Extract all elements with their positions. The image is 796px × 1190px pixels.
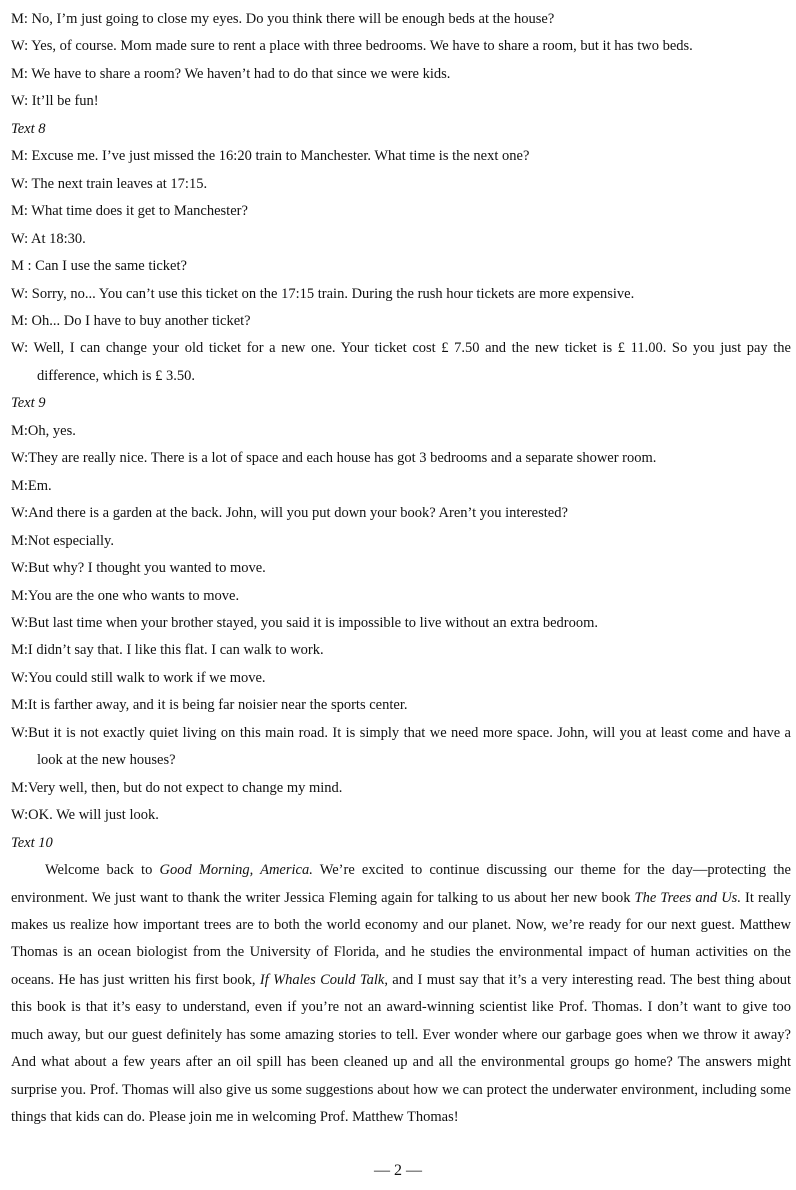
dialogue-line: M:Very well, then, but do not expect to change my mind.: [11, 779, 343, 796]
dialogue-line: W: At 18:30.: [11, 230, 86, 247]
dialogue-line: W:But last time when your brother stayed, you said it is impossible to live without an extra bedroom.: [11, 614, 599, 631]
dialogue-line: W: Sorry, no... You can’t use this ticket on the 17:15 train. During the rush hour tickets are more expensive.: [11, 285, 635, 302]
dialogue-line: M: Oh... Do I have to buy another ticket?: [11, 312, 251, 329]
book-title: The Trees and Us.: [634, 889, 741, 906]
dialogue-line: M: What time does it get to Manchester?: [11, 203, 248, 220]
section-heading-text-10: Text 10: [11, 834, 53, 851]
dialogue-line: M: Excuse me. I’ve just missed the 16:20 train to Manchester. What time is the next one?: [11, 148, 530, 165]
dialogue-line: M:Em.: [11, 477, 52, 494]
show-title: Good Morning, America.: [159, 862, 313, 879]
dialogue-line: W: Yes, of course. Mom made sure to rent a place with three bedrooms. We have to share a room, but it has two beds.: [11, 38, 693, 55]
book-title: If Whales Could Talk: [259, 971, 385, 988]
transcript-body: [11, 6, 791, 1132]
dialogue-line: W:They are really nice. There is a lot of space and each house has got 3 bedrooms and a separate shower room.: [11, 450, 657, 467]
dialogue-line: M:I didn’t say that. I like this flat. I can walk to work.: [11, 642, 324, 659]
page-number: — 2 —: [374, 1162, 422, 1179]
dialogue-line: M:You are the one who wants to move.: [11, 587, 240, 604]
paragraph-text: We’re excited to continue discussing our theme for the day—protecting the environment. We just want to thank the writer Jessica Fleming again for talking to us about her new book: [11, 862, 791, 906]
dialogue-line: M: We have to share a room? We haven’t had to do that since we were kids.: [11, 65, 451, 82]
dialogue-line: M: No, I’m just going to close my eyes. Do you think there will be enough beds at the house?: [11, 11, 555, 27]
dialogue-line: W: It’ll be fun!: [11, 93, 99, 110]
dialogue-line: W: The next train leaves at 17:15.: [11, 175, 208, 192]
dialogue-line: W:You could still walk to work if we move.: [11, 669, 266, 686]
section-heading-text-8: Text 8: [11, 120, 46, 137]
dialogue-line: M : Can I use the same ticket?: [11, 258, 187, 275]
section-heading-text-9: Text 9: [11, 395, 46, 412]
dialogue-line: W:But it is not exactly quiet living on this main road. It is simply that we need more space. John, will you at least come and have a look at the new houses?: [11, 724, 791, 769]
paragraph-text: It really makes us realize how important trees are to both the world economy and our planet. Now, we’re ready for our next guest. Matthew Thomas is an ocean biologist from the University of Florida, and he studies the environmental impact of human activities on the oceans. He has just written his first book,: [11, 889, 792, 988]
paragraph-text: Welcome back to: [45, 862, 160, 879]
dialogue-line: M:Not especially.: [11, 532, 114, 549]
dialogue-line: M:It is farther away, and it is being far noisier near the sports center.: [11, 697, 408, 714]
dialogue-line: W:And there is a garden at the back. John, will you put down your book? Aren’t you interested?: [11, 505, 568, 522]
dialogue-line: M:Oh, yes.: [11, 422, 76, 439]
monologue-paragraph: [11, 857, 791, 1132]
dialogue-line: W: Well, I can change your old ticket for a new one. Your ticket cost £ 7.50 and the new ticket is £ 11.00. So you just pay the difference, which is £ 3.50.: [11, 340, 791, 384]
dialogue-line: W:OK. We will just look.: [11, 807, 159, 824]
paragraph-text: , and I must say that it’s a very interesting read. The best thing about this book is that it’s easy to understand, even if you’re not an award-winning scientist like Prof. Thomas. I don’t want to give too much away, but our guest definitely has some amazing stories to tell. Ever wonder where our garbage goes when we throw it away? And what about a few years after an oil spill has been cleaned up and all the environmental groups go home? The answers might surprise you. Prof. Thomas will also give us some suggestions about how we can protect the underwater environment, including some things that kids can do. Please join me in welcoming Prof. Matthew Thomas!: [11, 971, 791, 1126]
dialogue-line: W:But why? I thought you wanted to move.: [11, 560, 266, 577]
